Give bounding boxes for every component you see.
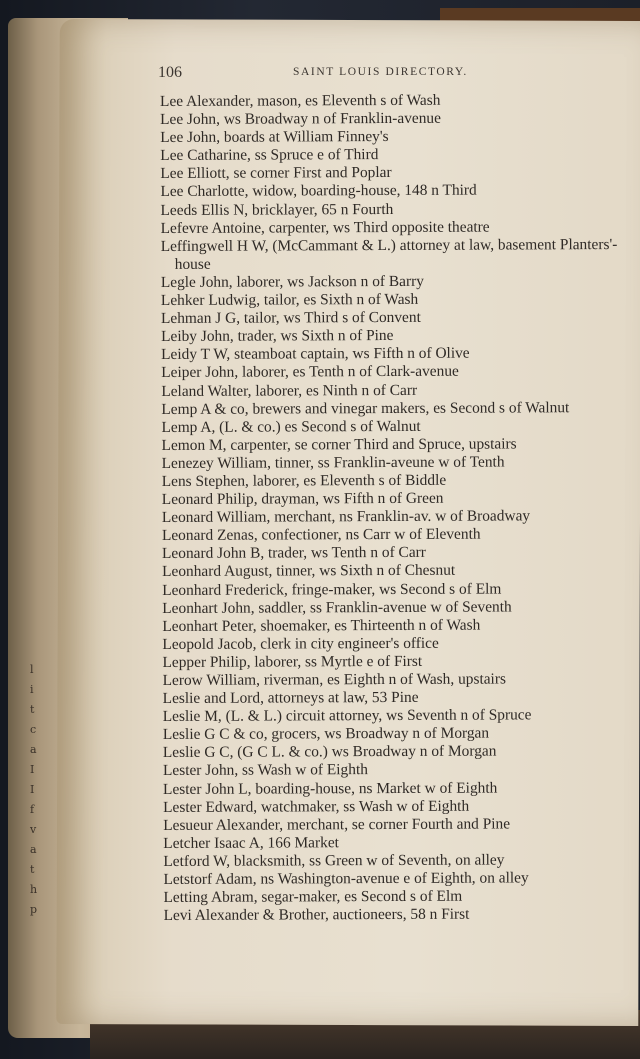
directory-entry: Leonard John B, trader, ws Tenth n of Carr (161, 544, 426, 563)
fragment-letter: a (30, 743, 37, 756)
directory-entry: Leslie G C & co, grocers, ws Broadway n of Morgan (162, 724, 490, 744)
fragment-letter: l (30, 663, 34, 676)
directory-entry: Leland Walter, laborer, es Ninth n of Carr (161, 381, 418, 400)
previous-page-fragments (30, 660, 44, 920)
directory-entry: Letstorf Adam, ns Washington-avenue e of Eighth, on alley (163, 869, 529, 889)
directory-entry: Legle John, laborer, ws Jackson n of Barry (160, 272, 424, 291)
directory-entry: Lefevre Antoine, carpenter, ws Third opposite theatre (160, 218, 490, 237)
directory-entry: Letting Abram, segar-maker, es Second s of Elm (163, 887, 463, 907)
directory-entry: Lester John L, boarding-house, ns Market w of Eighth (163, 779, 498, 798)
fragment-letter: p (30, 903, 38, 916)
directory-entry: Lehman J G, tailor, ws Third s of Convent (160, 308, 421, 328)
directory-entry: Leonhard August, tinner, ws Sixth n of Chesnut (162, 562, 456, 581)
directory-entry: Leonard Philip, drayman, ws Fifth n of Green (161, 489, 444, 509)
directory-entry: Lester Edward, watchmaker, ss Wash w of Eighth (163, 797, 470, 816)
running-title: SAINT LOUIS DIRECTORY. (293, 66, 468, 78)
fragment-letter: v (30, 823, 37, 836)
directory-entry: Lemp A & co, brewers and vinegar makers, es Second s of Walnut (161, 398, 570, 418)
directory-entry: Leslie and Lord, attorneys at law, 53 Pine (162, 688, 419, 708)
directory-entry: Lee John, ws Broadway n of Franklin-avenue (160, 109, 441, 129)
directory-entry: Leonhard Frederick, fringe-maker, ws Second s of Elm (162, 580, 502, 599)
directory-entry: Lens Stephen, laborer, es Eleventh s of Biddle (161, 471, 447, 490)
directory-entry: Leidy T W, steamboat captain, ws Fifth n of Olive (161, 344, 470, 364)
directory-entry: Leiper John, laborer, es Tenth n of Clark-avenue (161, 363, 459, 382)
fragment-letter: i (30, 683, 34, 696)
page-number: 106 (158, 64, 182, 81)
directory-entry: Lemon M, carpenter, se corner Third and Spruce, upstairs (161, 435, 517, 454)
directory-entry: Leiby John, trader, ws Sixth n of Pine (161, 327, 394, 346)
directory-entry: Leopold Jacob, clerk in city engineer's office (162, 634, 439, 653)
fragment-letter: a (30, 843, 37, 856)
directory-entry: Lesueur Alexander, merchant, se corner Fourth and Pine (163, 815, 511, 834)
fragment-letter: h (30, 883, 38, 896)
directory-entry: Lemp A, (L. & co.) es Second s of Walnut (161, 417, 421, 436)
directory-entry: Leeds Ellis N, bricklayer, 65 n Fourth (160, 200, 394, 219)
directory-entry: Leffingwell H W, (McCammant & L.) attorney at law, basement Planters'-house (160, 235, 618, 273)
directory-entries (160, 91, 636, 925)
directory-entry: Lenezey William, tinner, ss Franklin-aveune w of Tenth (161, 453, 505, 472)
directory-entry: Leonard William, merchant, ns Franklin-av. w of Broadway (161, 507, 531, 527)
directory-entry: Lee Elliott, se corner First and Poplar (160, 164, 392, 183)
directory-entry: Leonhart Peter, shoemaker, es Thirteenth n of Wash (162, 616, 481, 635)
directory-entry: Lerow William, riverman, es Eighth n of Wash, upstairs (162, 670, 506, 689)
directory-entry: Lee Charlotte, widow, boarding-house, 148 n Third (160, 182, 477, 201)
directory-entry: Leslie M, (L. & L.) circuit attorney, ws Seventh n of Spruce (162, 706, 532, 726)
directory-entry: Levi Alexander & Brother, auctioneers, 58 n First (163, 905, 470, 925)
directory-entry: Lee Alexander, mason, es Eleventh s of Wash (160, 91, 441, 110)
directory-entry: Lee Catharine, ss Spruce e of Third (160, 146, 379, 165)
directory-entry: Letford W, blacksmith, ss Green w of Seventh, on alley (163, 851, 505, 870)
fragment-letter: I (30, 783, 35, 796)
directory-entry: Lepper Philip, laborer, ss Myrtle e of First (162, 652, 423, 671)
fragment-letter: c (30, 723, 37, 736)
directory-entry: Lee John, boards at William Finney's (160, 128, 389, 147)
directory-entry: Leonhart John, saddler, ss Franklin-avenue w of Seventh (162, 598, 512, 617)
fragment-letter: t (30, 863, 35, 876)
page-header (158, 64, 598, 86)
fragment-letter: t (30, 703, 35, 716)
directory-entry: Lester John, ss Wash w of Eighth (162, 761, 368, 780)
fragment-letter: I (30, 763, 35, 776)
directory-entry: Leslie G C, (G C L. & co.) ws Broadway n of Morgan (162, 742, 497, 762)
fragment-letter: f (30, 803, 35, 816)
directory-entry: Lehker Ludwig, tailor, es Sixth n of Wash (160, 290, 419, 310)
directory-entry: Leonard Zenas, confectioner, ns Carr w of Eleventh (161, 525, 481, 545)
directory-entry: Letcher Isaac A, 166 Market (163, 834, 339, 852)
